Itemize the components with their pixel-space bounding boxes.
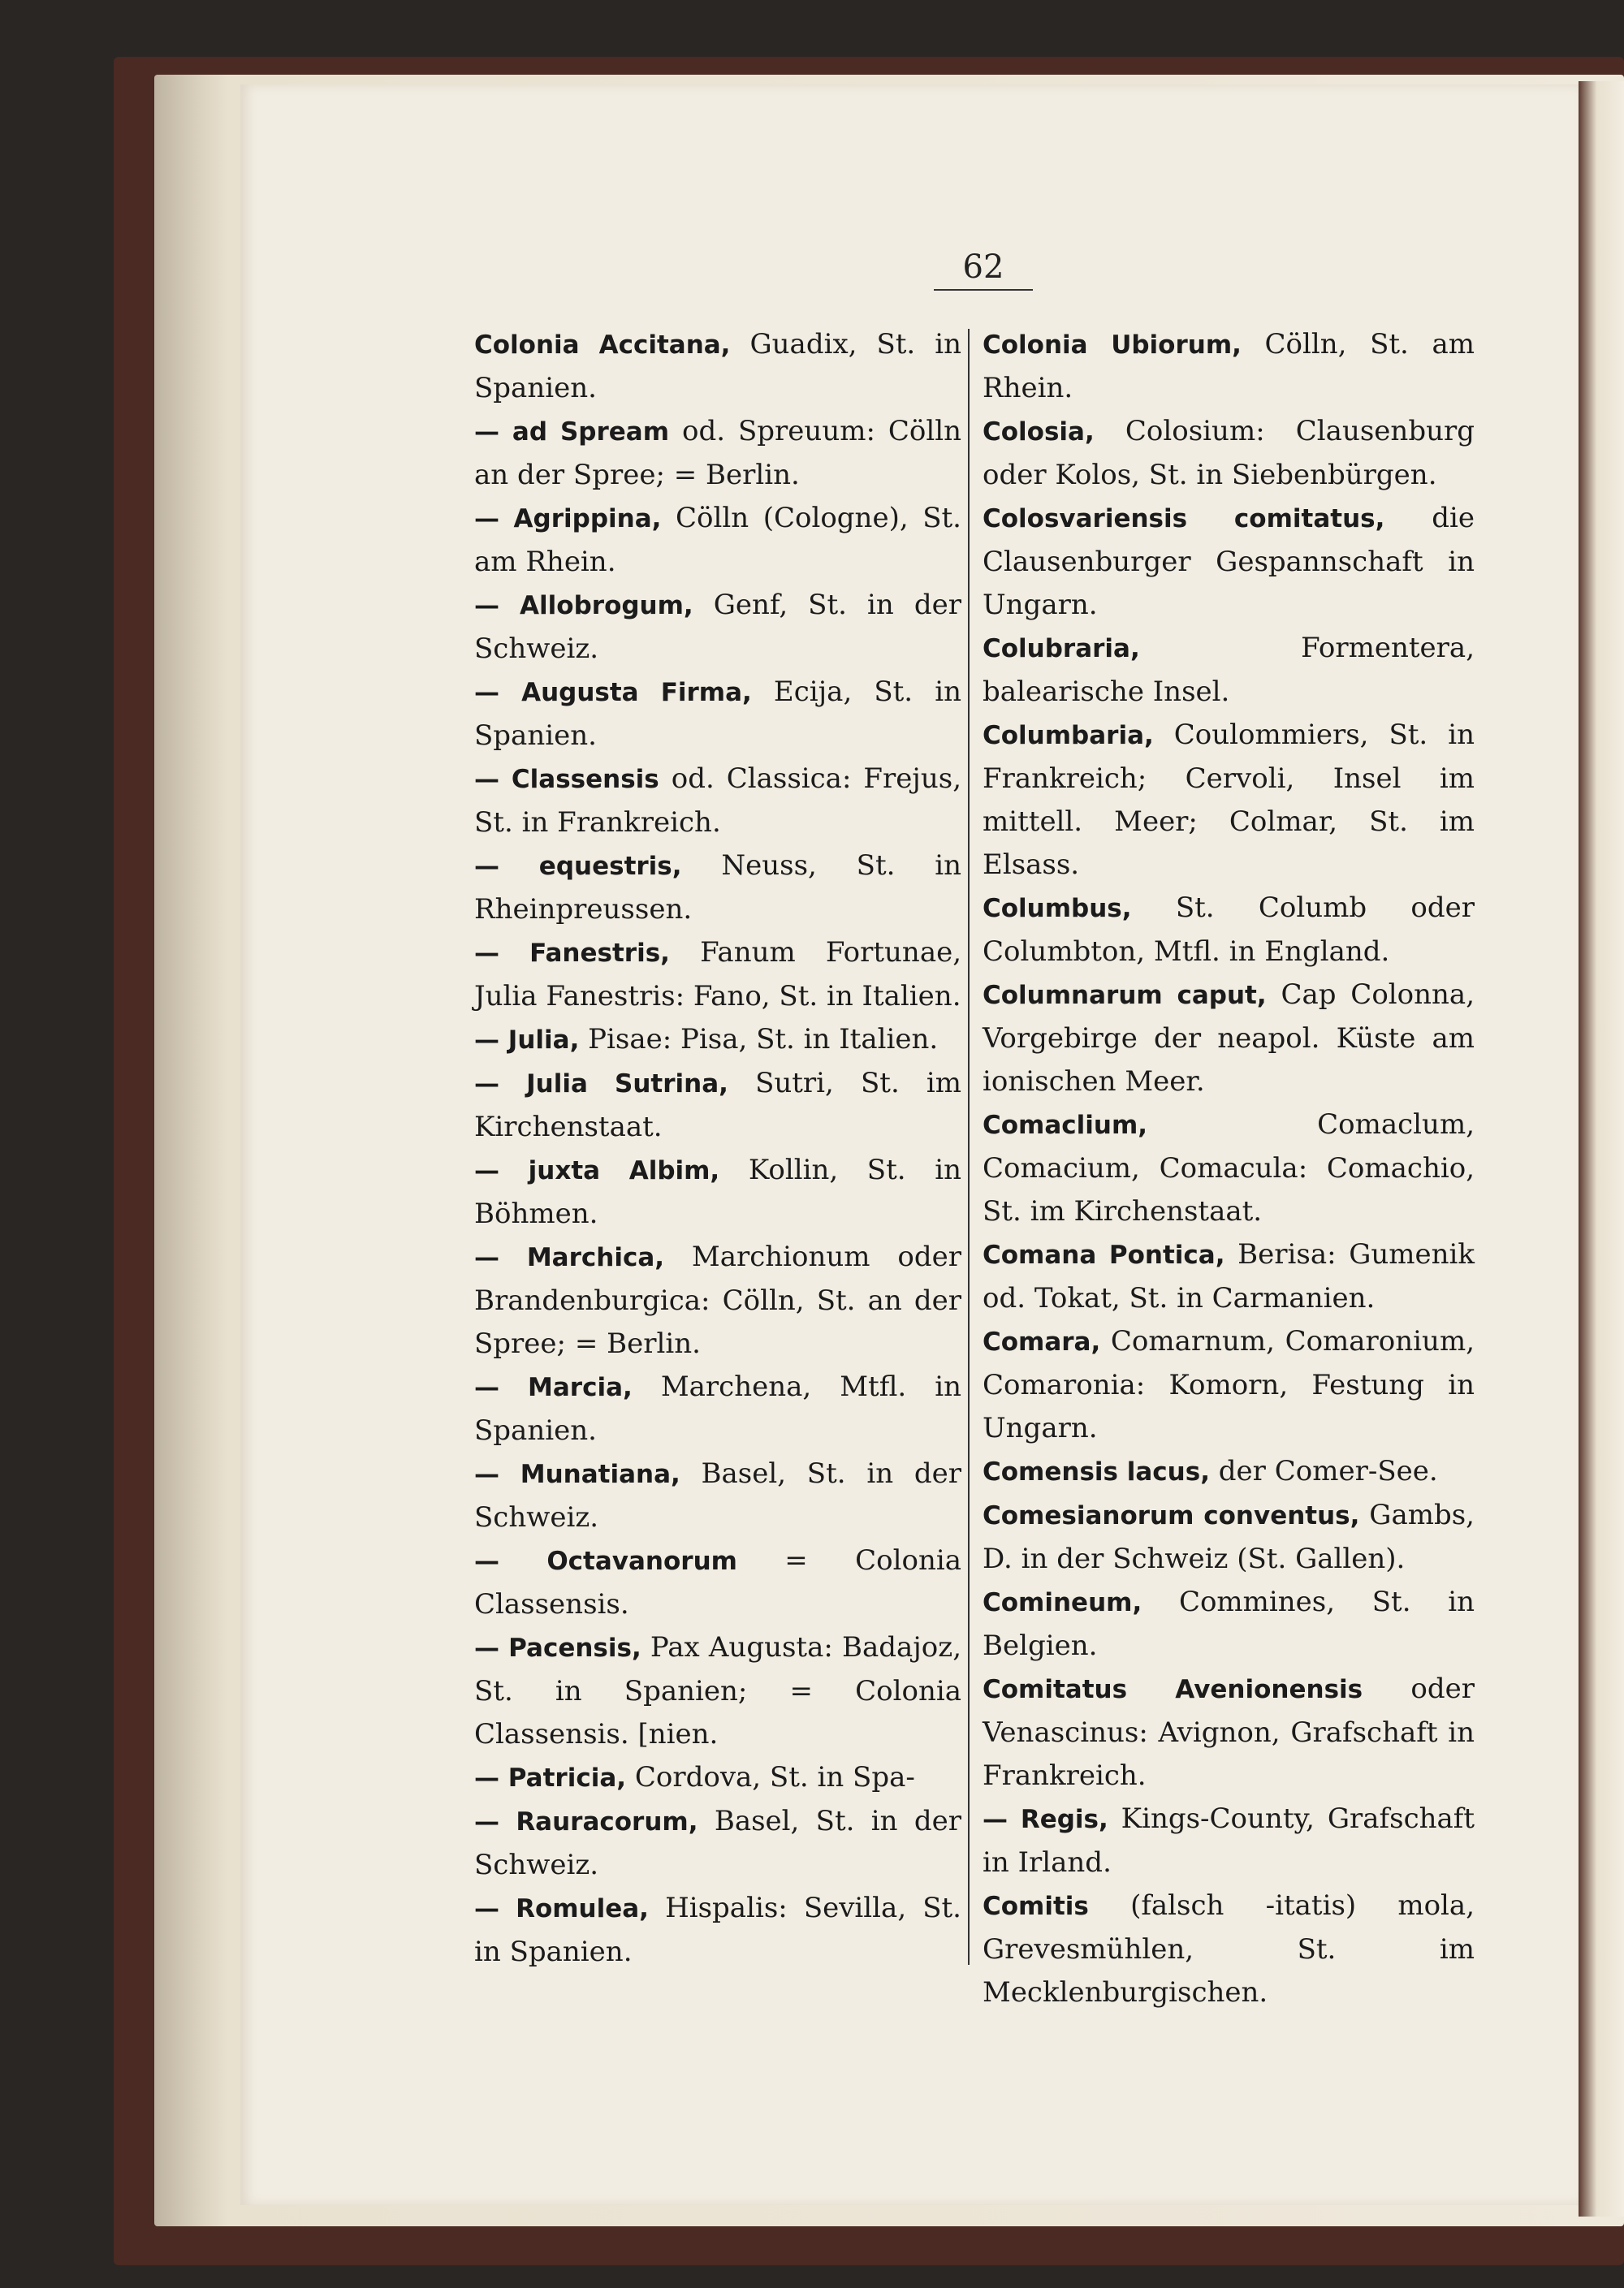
- entry-headword: — Julia,: [474, 1025, 580, 1055]
- dictionary-entry: [474, 1800, 961, 1887]
- dictionary-entry: [983, 1581, 1475, 1668]
- entry-headword: — ad Spream: [474, 417, 670, 447]
- entry-headword: — Agrippina,: [474, 504, 662, 533]
- dictionary-entry: [474, 1062, 961, 1149]
- entry-headword: Comitis: [983, 1892, 1089, 1921]
- entry-headword: Comana Pontica,: [983, 1241, 1225, 1270]
- entry-headword: Comesianorum conventus,: [983, 1501, 1360, 1530]
- right-column: [983, 323, 1475, 2014]
- dictionary-entry: [983, 1450, 1475, 1494]
- entry-definition: Guadix, St. in Spanien.: [474, 328, 961, 404]
- dictionary-entry: [983, 1320, 1475, 1450]
- entry-definition: Cordova, St. in Spa-: [634, 1761, 915, 1794]
- dictionary-entry: [474, 1887, 961, 1974]
- entry-headword: Colonia Accitana,: [474, 330, 731, 360]
- entry-definition: St. Columb oder Columbton, Mtfl. in England.: [983, 891, 1475, 968]
- entry-definition: od. Spreuum: Cölln an der Spree; = Berlin.: [474, 415, 961, 491]
- entry-definition: Genf, St. in der Schweiz.: [474, 589, 961, 665]
- entry-definition: Marchionum oder Brandenburgica: Cölln, St. an der Spree; = Berlin.: [474, 1241, 961, 1360]
- entry-headword: — Octavanorum: [474, 1547, 737, 1576]
- entry-definition: (falsch -itatis) mola, Grevesmühlen, St. im Mecklenburgischen.: [983, 1889, 1475, 2009]
- entry-headword: — Marcia,: [474, 1373, 633, 1402]
- dictionary-entry: [983, 973, 1475, 1103]
- entry-headword: Comaclium,: [983, 1111, 1148, 1140]
- dictionary-entry: [983, 627, 1475, 714]
- column-divider: [968, 329, 970, 1965]
- entry-headword: — Augusta Firma,: [474, 678, 752, 707]
- entry-definition: Kollin, St. in Böhmen.: [474, 1154, 961, 1230]
- entry-headword: Colubraria,: [983, 634, 1140, 663]
- entry-definition: od. Classica: Frejus, St. in Frankreich.: [474, 762, 962, 839]
- entry-headword: Comensis lacus,: [983, 1457, 1210, 1487]
- entry-headword: — Marchica,: [474, 1243, 665, 1272]
- facing-page-edge: [1579, 81, 1624, 2217]
- dictionary-entry: [474, 1756, 961, 1800]
- dictionary-entry: [983, 1233, 1475, 1320]
- entry-headword: — juxta Albim,: [474, 1156, 720, 1185]
- entry-definition: Hispalis: Sevilla, St. in Spanien.: [474, 1892, 961, 1968]
- dictionary-entry: [474, 1018, 961, 1062]
- entry-definition: Kings-County, Grafschaft in Irland.: [983, 1802, 1475, 1879]
- dictionary-entry: [983, 1494, 1475, 1581]
- dictionary-entry: [474, 1626, 961, 1756]
- entry-headword: — Julia Sutrina,: [474, 1069, 728, 1099]
- entry-definition: Marchena, Mtfl. in Spanien.: [474, 1371, 962, 1447]
- dictionary-entry: [983, 497, 1475, 627]
- dictionary-entry: [474, 1236, 961, 1366]
- dictionary-entry: [474, 497, 961, 584]
- entry-definition: Formentera, balearische Insel.: [983, 632, 1475, 708]
- entry-definition: = Colonia Classensis.: [474, 1544, 961, 1621]
- entry-headword: — Allobrogum,: [474, 591, 693, 620]
- entry-headword: — Patricia,: [474, 1763, 627, 1793]
- entry-definition: Ecija, St. in Spanien.: [474, 676, 961, 752]
- dictionary-entry: [983, 1798, 1475, 1884]
- entry-definition: Cölln, St. am Rhein.: [983, 328, 1475, 404]
- entry-definition: Colosium: Clausenburg oder Kolos, St. in Siebenbürgen.: [983, 415, 1475, 491]
- dictionary-entry: [983, 1668, 1475, 1798]
- entry-definition: Cölln (Cologne), St. am Rhein.: [474, 502, 961, 578]
- entry-headword: — Rauracorum,: [474, 1807, 698, 1837]
- entry-definition: Basel, St. in der Schweiz.: [474, 1805, 962, 1881]
- left-column: [474, 323, 961, 1974]
- entry-definition: Commines, St. in Belgien.: [983, 1586, 1475, 1662]
- entry-definition: Cap Colonna, Vorgebirge der neapol. Küste am ionischen Meer.: [983, 978, 1475, 1098]
- dictionary-entry: [474, 758, 961, 844]
- entry-definition: Fanum Fortunae, Julia Fanestris: Fano, St. in Italien.: [474, 936, 962, 1012]
- entry-definition: Basel, St. in der Schweiz.: [474, 1457, 961, 1534]
- entry-definition: Comarnum, Comaronium, Comaronia: Komorn, Festung in Ungarn.: [983, 1325, 1475, 1444]
- entry-headword: — Fanestris,: [474, 939, 670, 968]
- entry-definition: oder Venascinus: Avignon, Grafschaft in Frankreich.: [983, 1673, 1475, 1792]
- page-number: 62: [934, 248, 1033, 291]
- dictionary-entry: [474, 1366, 961, 1453]
- dictionary-entry: [474, 931, 961, 1018]
- entry-headword: — Classensis: [474, 765, 659, 794]
- entry-definition: Coulommiers, St. in Frankreich; Cervoli, Insel im mittell. Meer; Colmar, St. im Elsass.: [983, 719, 1475, 881]
- dictionary-entry: [983, 887, 1475, 973]
- entry-headword: — Munatiana,: [474, 1460, 680, 1489]
- dictionary-entry: [983, 1103, 1475, 1233]
- entry-definition: Gambs, D. in der Schweiz (St. Gallen).: [983, 1499, 1475, 1575]
- entry-definition: der Comer-See.: [1218, 1455, 1438, 1487]
- entry-headword: Colonia Ubiorum,: [983, 330, 1242, 360]
- dictionary-entry: [474, 844, 961, 931]
- dictionary-entry: [474, 1539, 961, 1626]
- entry-definition: Pax Augusta: Badajoz, St. in Spanien; = Colonia Classensis. [nien.: [474, 1631, 962, 1751]
- dictionary-entry: [474, 671, 961, 758]
- entry-headword: — Romulea,: [474, 1894, 649, 1923]
- entry-definition: Sutri, St. im Kirchenstaat.: [474, 1067, 961, 1143]
- dictionary-entry: [983, 1884, 1475, 2014]
- entry-headword: Comara,: [983, 1327, 1101, 1357]
- entry-headword: — Regis,: [983, 1805, 1108, 1834]
- dictionary-entry: [983, 410, 1475, 497]
- dictionary-entry: [474, 584, 961, 671]
- entry-headword: Columnarum caput,: [983, 981, 1267, 1010]
- entry-definition: die Clausenburger Gespannschaft in Ungarn.: [983, 502, 1475, 621]
- dictionary-entry: [474, 1149, 961, 1236]
- entry-definition: Pisae: Pisa, St. in Italien.: [588, 1023, 939, 1056]
- entry-definition: Comaclum, Comacium, Comacula: Comachio, St. im Kirchenstaat.: [983, 1108, 1475, 1228]
- dictionary-entry: [983, 714, 1475, 887]
- entry-headword: Colosvariensis comitatus,: [983, 504, 1385, 533]
- entry-headword: Columbus,: [983, 894, 1132, 923]
- dictionary-entry: [983, 323, 1475, 410]
- entry-definition: Neuss, St. in Rheinpreussen.: [474, 849, 962, 926]
- entry-headword: — Pacensis,: [474, 1634, 641, 1663]
- dictionary-entry: [474, 410, 961, 497]
- dictionary-entry: [474, 323, 961, 410]
- entry-headword: Comitatus Avenionensis: [983, 1675, 1363, 1704]
- entry-headword: — equestris,: [474, 852, 682, 881]
- entry-definition: Berisa: Gumenik od. Tokat, St. in Carmanien.: [983, 1238, 1475, 1315]
- entry-headword: Comineum,: [983, 1588, 1142, 1617]
- entry-headword: Columbaria,: [983, 721, 1154, 750]
- entry-headword: Colosia,: [983, 417, 1095, 447]
- dictionary-entry: [474, 1453, 961, 1539]
